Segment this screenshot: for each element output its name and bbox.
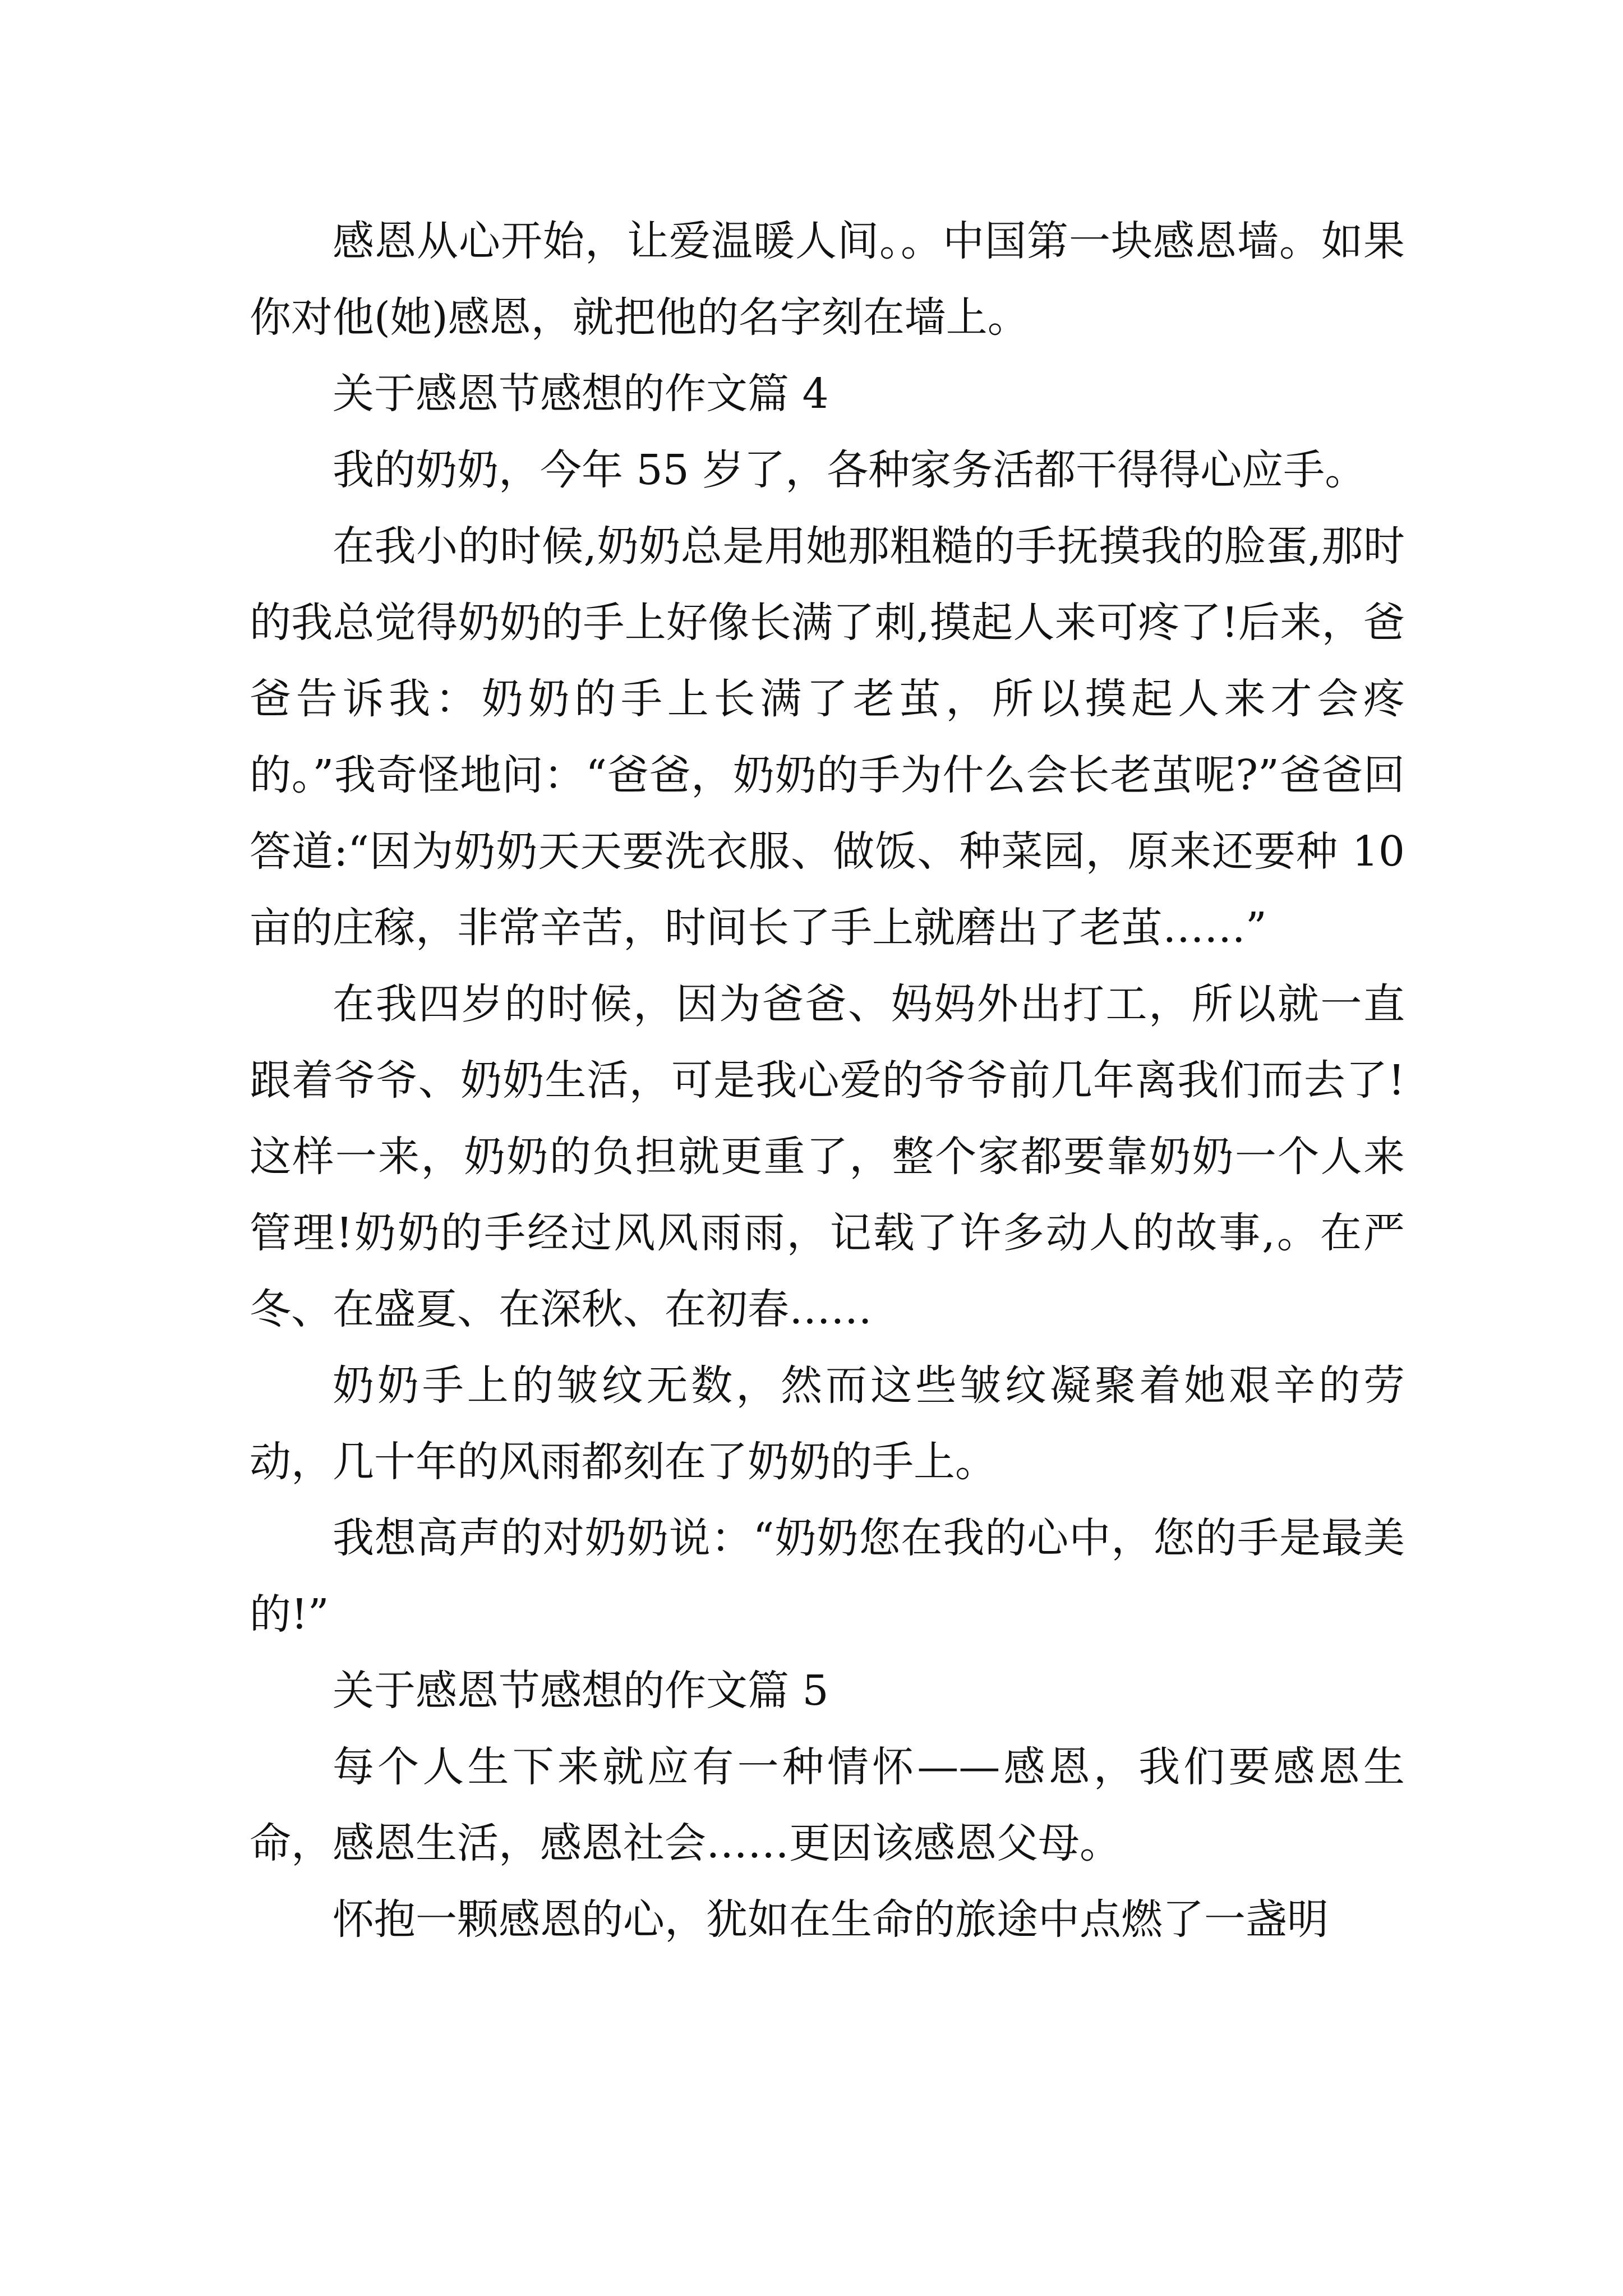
paragraph-gratitude-wall: 感恩从心开始，让爱温暖人间。。中国第一块感恩墙。如果你对他(她)感恩，就把他的名字刻在墙上。 bbox=[250, 217, 1405, 342]
paragraph-grandma-praise: 我想高声的对奶奶说：“奶奶您在我的心中，您的手是最美的!” bbox=[250, 1514, 1405, 1639]
paragraph-grandma-wrinkles: 奶奶手上的皱纹无数，然而这些皱纹凝聚着她艰辛的劳动，几十年的风雨都刻在了奶奶的手上。 bbox=[250, 1361, 1405, 1486]
paragraph-gratitude-feeling: 每个人生下来就应有一种情怀——感恩，我们要感恩生命，感恩生活，感恩社会……更因该感恩父母。 bbox=[250, 1743, 1405, 1867]
section-heading-essay-5: 关于感恩节感想的作文篇 5 bbox=[333, 1667, 829, 1715]
paragraph-grateful-heart: 怀抱一颗感恩的心，犹如在生命的旅途中点燃了一盏明 bbox=[333, 1895, 1329, 1944]
paragraph-grandma-burden: 在我四岁的时候，因为爸爸、妈妈外出打工，所以就一直跟着爷爷、奶奶生活，可是我心爱的爷爷前几年离我们而去了!这样一来，奶奶的负担就更重了，整个家都要靠奶奶一个人来管理!奶奶的手经过风风雨雨，记载了许多动人的故事,。在严冬、在盛夏、在深秋、在初春…… bbox=[250, 980, 1405, 1333]
paragraph-grandma-intro: 我的奶奶，今年 55 岁了，各种家务活都干得得心应手。 bbox=[333, 446, 1367, 494]
paragraph-grandma-hands: 在我小的时候,奶奶总是用她那粗糙的手抚摸我的脸蛋,那时的我总觉得奶奶的手上好像长满了刺,摸起人来可疼了!后来，爸爸告诉我：奶奶的手上长满了老茧，所以摸起人来才会疼的。”我奇怪地问：“爸爸，奶奶的手为什么会长老茧呢?”爸爸回答道:“因为奶奶天天要洗衣服、做饭、种菜园，原来还要种 10 亩的庄稼，非常辛苦，时间长了手上就磨出了老茧……” bbox=[250, 522, 1418, 952]
section-heading-essay-4: 关于感恩节感想的作文篇 4 bbox=[333, 370, 829, 418]
document-body bbox=[250, 203, 1418, 1958]
